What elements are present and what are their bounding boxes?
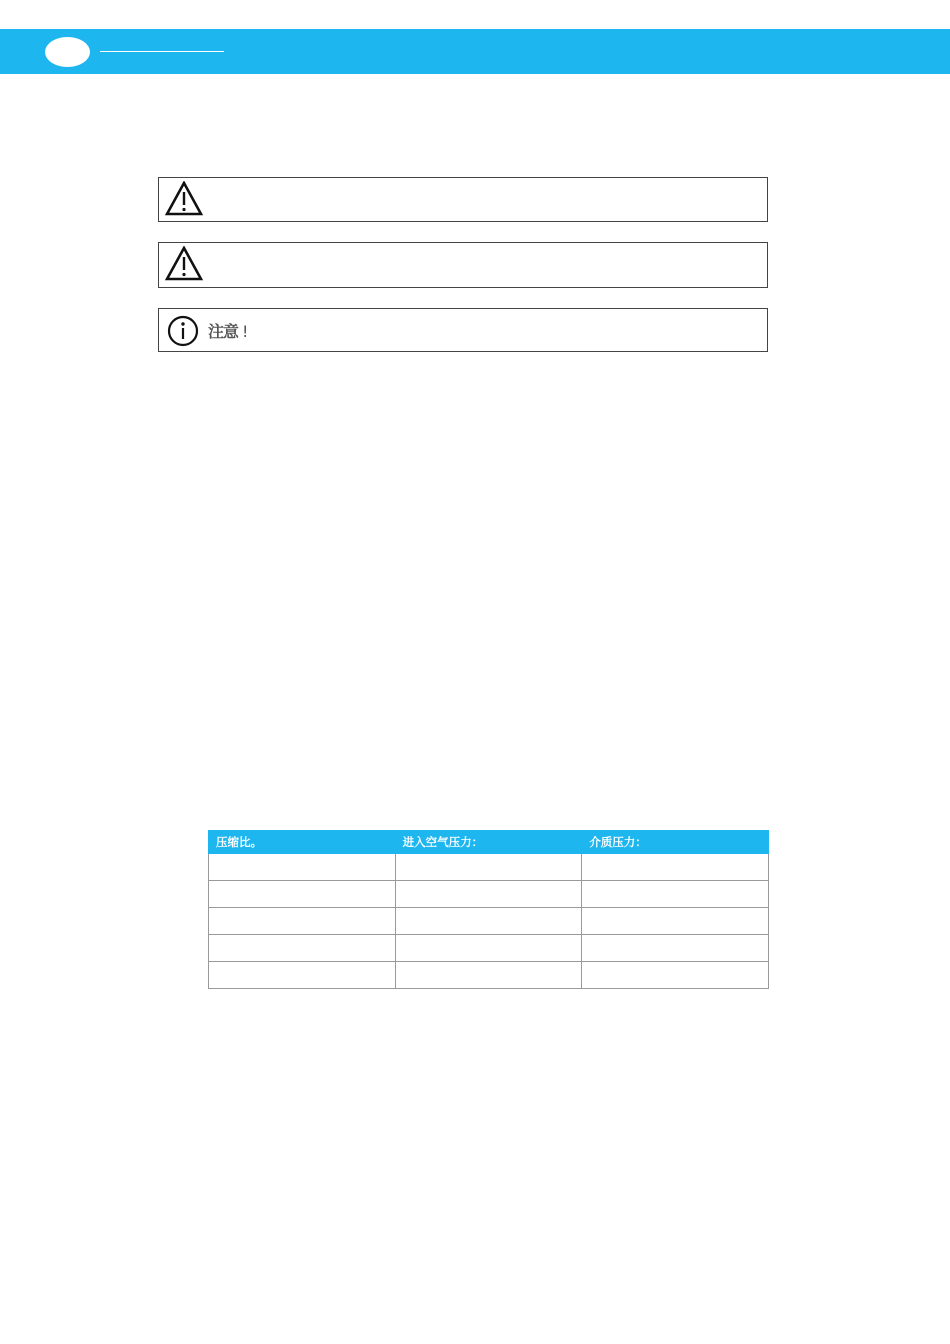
note-label (208, 319, 247, 342)
table-row (209, 854, 769, 881)
table-cell (209, 935, 396, 962)
spec-table (208, 830, 769, 989)
table-cell (395, 962, 582, 989)
column-header-inlet-air-pressure: 进入空气压力： (395, 831, 582, 854)
header-rule (100, 51, 224, 52)
table-header-row (209, 831, 769, 854)
table-cell (209, 962, 396, 989)
warning-box-2 (158, 242, 768, 288)
table-cell (582, 854, 769, 881)
header-band (0, 29, 950, 74)
table-cell (209, 881, 396, 908)
table-cell (582, 908, 769, 935)
table-cell (395, 935, 582, 962)
chapter-number-badge (45, 37, 90, 67)
warning-triangle-icon (165, 246, 203, 282)
note-label-mark: ! (242, 322, 248, 341)
table-cell (395, 881, 582, 908)
warning-triangle-icon (165, 181, 203, 217)
table-cell (209, 854, 396, 881)
table-cell (209, 908, 396, 935)
table-row (209, 935, 769, 962)
table-cell (395, 854, 582, 881)
table-cell (582, 935, 769, 962)
table-cell (582, 881, 769, 908)
table-row (209, 962, 769, 989)
column-header-compression-ratio: 压缩比。 (209, 831, 396, 854)
table-cell (395, 908, 582, 935)
note-box (158, 308, 768, 352)
table-row (209, 881, 769, 908)
table-row (209, 908, 769, 935)
column-header-media-pressure: 介质压力： (582, 831, 769, 854)
info-circle-icon (167, 315, 199, 347)
note-label-text: 注意 (208, 322, 239, 341)
warning-box-1 (158, 177, 768, 222)
table-cell (582, 962, 769, 989)
